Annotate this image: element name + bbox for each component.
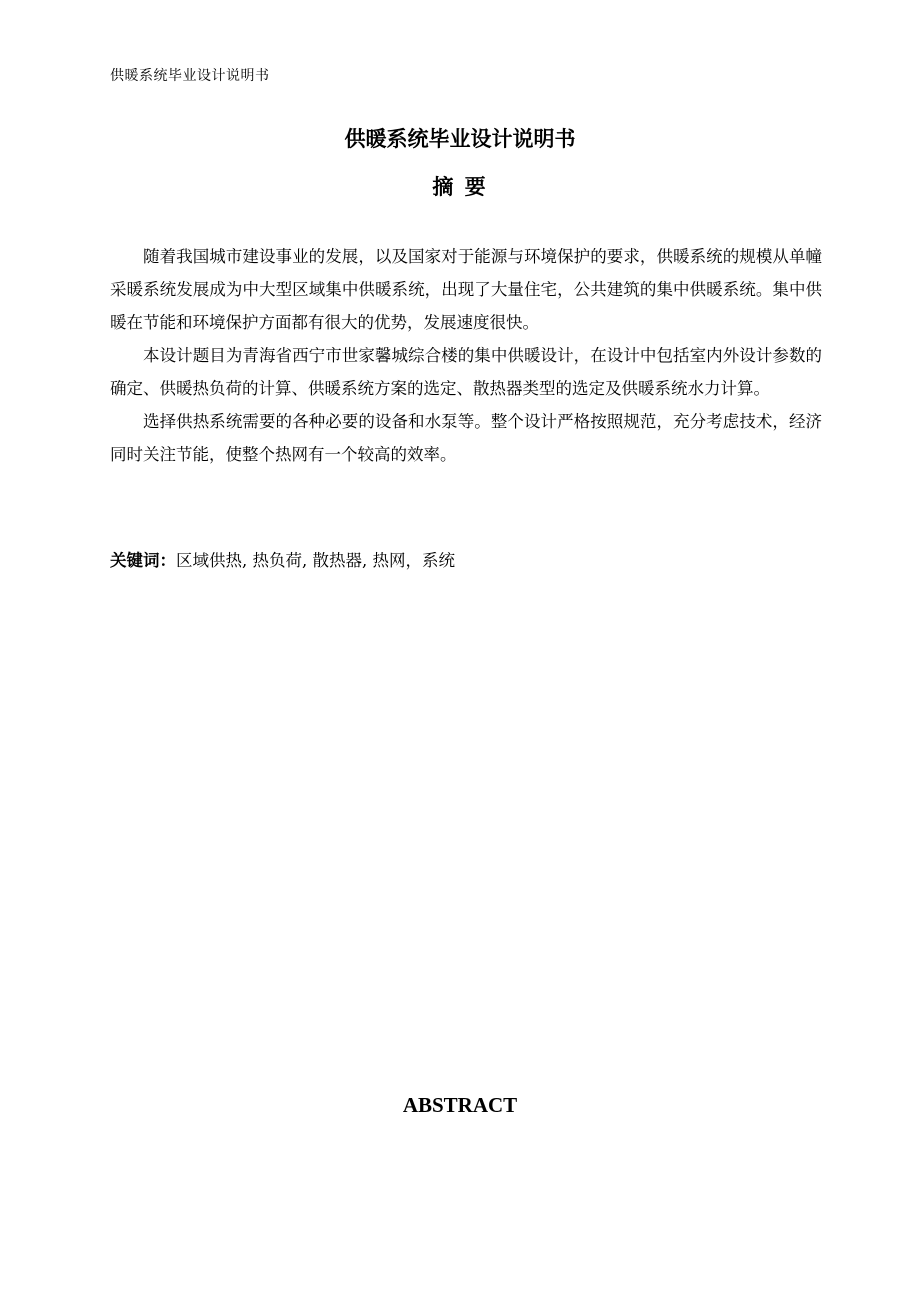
abstract-paragraph-1: 随着我国城市建设事业的发展，以及国家对于能源与环境保护的要求，供暖系统的规模从单幢采暖系统发展成为中大型区域集中供暖系统，出现了大量住宅，公共建筑的集中供暖系统。集中供暖在节能和环境保护方面都有很大的优势，发展速度很快。: [110, 247, 822, 332]
abstract-body: [110, 240, 822, 471]
document-title: 供暖系统毕业设计说明书: [344, 127, 576, 151]
abstract-paragraph-3: 选择供热系统需要的各种必要的设备和水泵等。整个设计严格按照规范，充分考虑技术，经济同时关注节能，使整个热网有一个较高的效率。: [110, 412, 822, 464]
keywords-line: [110, 546, 455, 576]
keywords-label: 关键词：: [110, 551, 176, 570]
keywords-value: 区域供热, 热负荷, 散热器, 热网，系统: [176, 551, 455, 570]
abstract-paragraph-2: 本设计题目为青海省西宁市世家馨城综合楼的集中供暖设计，在设计中包括室内外设计参数的确定、供暖热负荷的计算、供暖系统方案的选定、散热器类型的选定及供暖系统水力计算。: [110, 346, 822, 398]
abstract-english-heading: ABSTRACT: [402, 1093, 518, 1117]
running-header: 供暖系统毕业设计说明书: [110, 68, 270, 84]
abstract-heading: 摘 要: [432, 175, 488, 199]
